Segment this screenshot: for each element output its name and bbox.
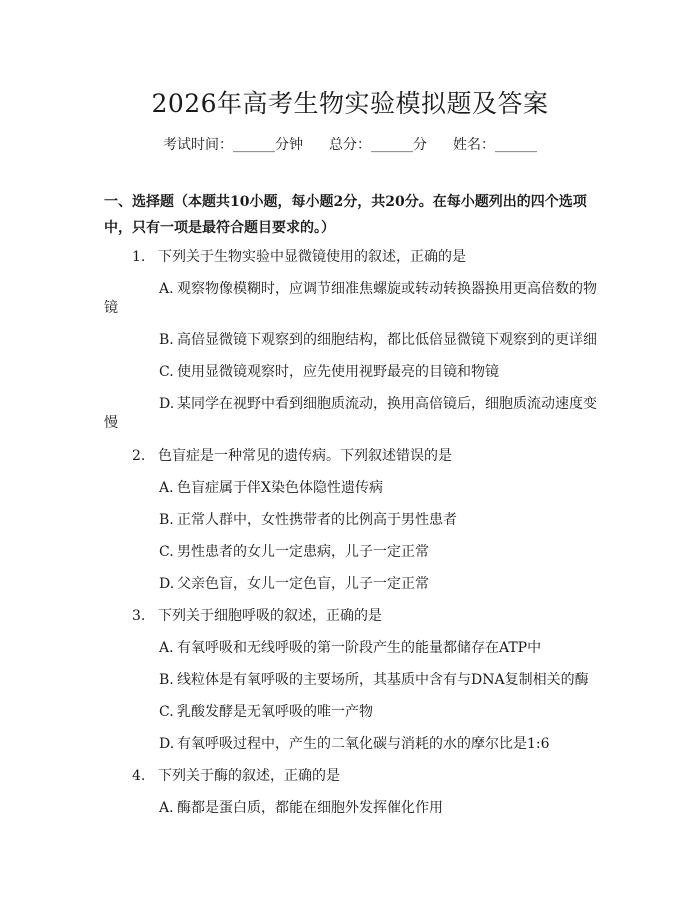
question-3-option-a — [159, 637, 541, 657]
option-letter: A. — [159, 800, 174, 816]
option-letter: B. — [159, 512, 174, 528]
option-text-continuation: 慢 — [104, 415, 118, 431]
option-letter: A. — [159, 480, 174, 496]
option-letter: B. — [159, 332, 174, 348]
question-3-option-d — [159, 733, 550, 753]
option-text: 父亲色盲，女儿一定色盲，儿子一定正常 — [177, 576, 429, 592]
question-1-option-b — [159, 329, 597, 349]
page-title: 2026年高考生物实验模拟题及答案 — [151, 89, 549, 118]
question-1-option-c — [159, 361, 499, 381]
option-text: 乳酸发酵是无氧呼吸的唯一产物 — [177, 704, 373, 720]
question-number: 3. — [132, 608, 146, 624]
question-stem: 下列关于酶的叙述，正确的是 — [158, 768, 340, 784]
question-number: 4. — [132, 768, 146, 784]
option-letter: B. — [159, 672, 174, 688]
option-text: 正常人群中，女性携带者的比例高于男性患者 — [177, 512, 457, 528]
option-text: 色盲症属于伴X染色体隐性遗传病 — [177, 480, 383, 496]
question-1-option-a — [159, 278, 597, 298]
question-1-option-d — [159, 393, 597, 413]
question-stem: 下列关于生物实验中显微镜使用的叙述，正确的是 — [158, 249, 466, 265]
question-4 — [132, 765, 340, 785]
option-letter: C. — [159, 544, 174, 560]
exam-time-field: 考试时间：______分钟 — [163, 137, 303, 153]
question-number: 2. — [132, 448, 146, 464]
option-text: 酶都是蛋白质，都能在细胞外发挥催化作用 — [177, 800, 443, 816]
question-2-option-d — [159, 573, 429, 593]
question-2 — [132, 445, 452, 465]
option-letter: A. — [159, 281, 174, 297]
option-text: 有氧呼吸过程中，产生的二氧化碳与消耗的水的摩尔比是1:6 — [177, 736, 550, 752]
option-text: 男性患者的女儿一定患病，儿子一定正常 — [177, 544, 429, 560]
question-stem: 下列关于细胞呼吸的叙述，正确的是 — [158, 608, 382, 624]
option-letter: C. — [159, 364, 174, 380]
total-score-field: 总分：______分 — [329, 137, 427, 153]
option-letter: D. — [159, 396, 175, 412]
option-text: 使用显微镜观察时，应先使用视野最亮的目镜和物镜 — [177, 364, 499, 380]
question-2-option-b — [159, 509, 457, 529]
question-stem: 色盲症是一种常见的遗传病。下列叙述错误的是 — [158, 448, 452, 464]
option-text: 线粒体是有氧呼吸的主要场所，其基质中含有与DNA复制相关的酶 — [177, 672, 589, 688]
option-letter: C. — [159, 704, 174, 720]
question-3-option-c — [159, 701, 373, 721]
section-heading: 一、选择题（本题共10小题，每小题2分，共20分。在每小题列出的四个选项中，只有一项是最符合题目要求的。） — [104, 194, 587, 236]
exam-meta — [0, 134, 700, 154]
option-text: 某同学在视野中看到细胞质流动，换用高倍镜后，细胞质流动速度变 — [177, 396, 597, 412]
question-2-option-c — [159, 541, 429, 561]
question-3-option-b — [159, 669, 589, 689]
option-text: 观察物像模糊时，应调节细准焦螺旋或转动转换器换用更高倍数的物 — [177, 281, 597, 297]
option-letter: A. — [159, 640, 174, 656]
question-4-option-a — [159, 797, 443, 817]
option-letter: D. — [159, 576, 175, 592]
student-name-field: 姓名：______ — [453, 137, 537, 153]
option-text-continuation: 镜 — [104, 300, 118, 316]
question-number: 1. — [132, 249, 146, 265]
question-3 — [132, 605, 382, 625]
question-2-option-a — [159, 477, 383, 497]
option-text: 有氧呼吸和无线呼吸的第一阶段产生的能量都储存在ATP中 — [177, 640, 542, 656]
option-text: 高倍显微镜下观察到的细胞结构，都比低倍显微镜下观察到的更详细 — [177, 332, 597, 348]
option-letter: D. — [159, 736, 175, 752]
question-1 — [132, 246, 466, 266]
